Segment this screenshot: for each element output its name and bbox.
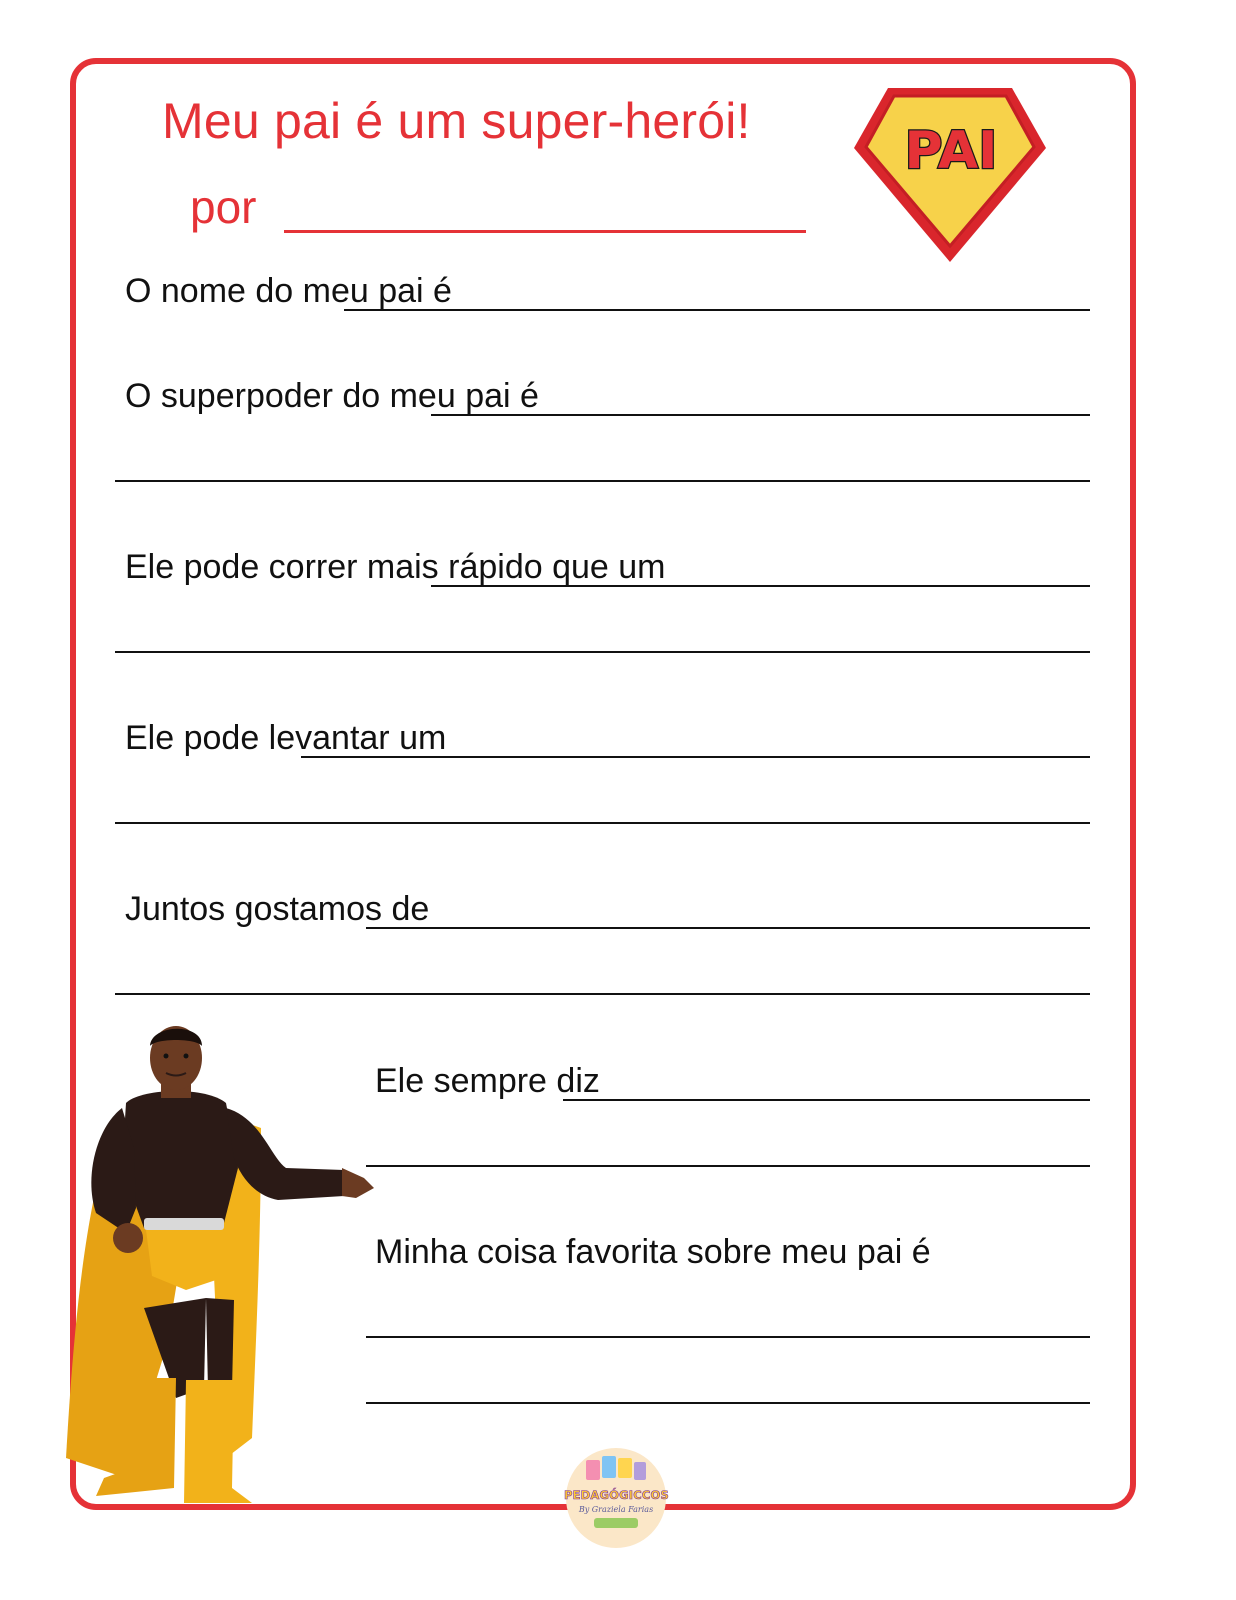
answer-line-run-faster-1[interactable] xyxy=(431,585,1090,587)
answer-line-together-2[interactable] xyxy=(115,993,1090,995)
pai-shield-icon xyxy=(850,82,1050,267)
prompt-run-faster: Ele pode correr mais rápido que um xyxy=(125,548,666,586)
by-label: por xyxy=(190,181,257,233)
answer-line-lift-1[interactable] xyxy=(301,756,1090,758)
prompt-favorite-thing: Minha coisa favorita sobre meu pai é xyxy=(375,1233,931,1271)
pedagogiccos-logo xyxy=(564,1446,668,1550)
answer-line-superpower-2[interactable] xyxy=(115,480,1090,482)
prompt-always-says: Ele sempre diz xyxy=(375,1062,600,1100)
answer-line-superpower-1[interactable] xyxy=(431,414,1090,416)
prompt-father-name: O nome do meu pai é xyxy=(125,272,452,310)
answer-line-favorite-thing-2[interactable] xyxy=(366,1402,1090,1404)
superhero-illustration xyxy=(56,1018,386,1518)
prompt-together: Juntos gostamos de xyxy=(125,890,430,928)
answer-line-father-name[interactable] xyxy=(344,309,1090,311)
answer-line-always-says-1[interactable] xyxy=(563,1099,1090,1101)
answer-line-together-1[interactable] xyxy=(366,927,1090,929)
answer-line-run-faster-2[interactable] xyxy=(115,651,1090,653)
prompt-lift: Ele pode levantar um xyxy=(125,719,447,757)
answer-line-favorite-thing-1[interactable] xyxy=(366,1336,1090,1338)
badge-label: PAI xyxy=(904,121,998,181)
prompt-superpower: O superpoder do meu pai é xyxy=(125,377,539,415)
author-name-line[interactable] xyxy=(284,230,806,233)
answer-line-lift-2[interactable] xyxy=(115,822,1090,824)
logo-subtitle: By Graziela Farias xyxy=(578,1505,654,1514)
answer-line-always-says-2[interactable] xyxy=(366,1165,1090,1167)
logo-name: PEDAGÓGICCOS xyxy=(564,1488,670,1502)
worksheet-title: Meu pai é um super-herói! xyxy=(162,93,751,149)
